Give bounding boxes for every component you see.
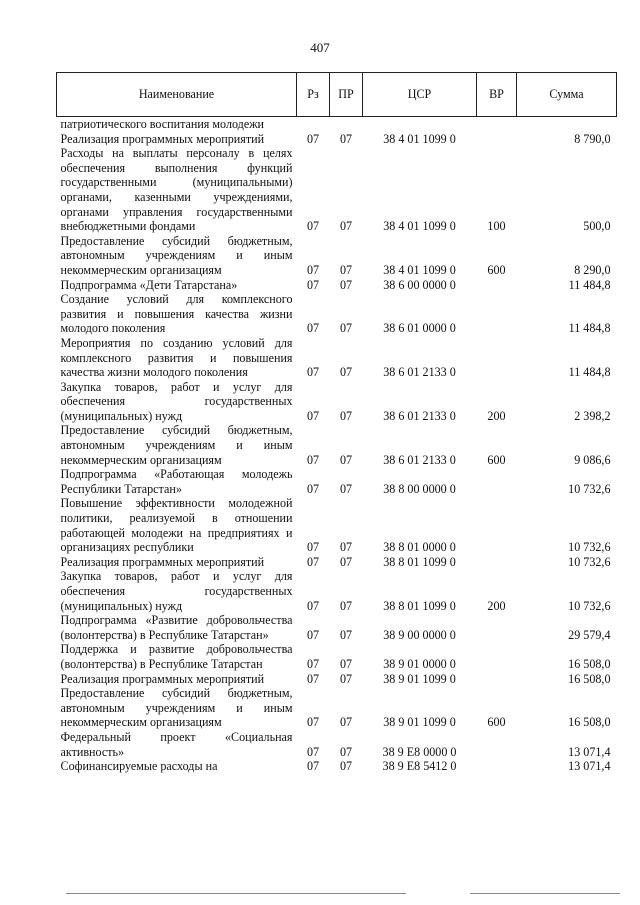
cell-name: Создание условий для комплексного развития и повышения качества жизни молодого поколения <box>60 292 293 336</box>
table-row <box>57 117 617 132</box>
table-row <box>57 672 617 687</box>
cell-pr: 07 <box>339 262 353 277</box>
cell-pr: 07 <box>339 554 353 569</box>
table-header-row <box>57 73 617 117</box>
cell-sum: 8 290,0 <box>574 262 611 277</box>
table-row <box>57 569 617 613</box>
cell-name: Закупка товаров, работ и услуг для обеспечения государственных (муниципальных) нужд <box>60 379 293 423</box>
cell-sum: 29 579,4 <box>568 627 611 642</box>
cell-vr <box>477 672 517 687</box>
header-vr: ВР <box>477 73 517 117</box>
cell-name: Софинансируемые расходы на <box>60 759 218 774</box>
page-number: 407 <box>310 40 330 55</box>
cell-pr: 07 <box>339 744 353 759</box>
cell-rz: 07 <box>306 715 320 730</box>
cell-vr: 200 <box>487 408 506 423</box>
header-name: Наименование <box>57 73 297 117</box>
cell-name: Федеральный проект «Социальная активность» <box>60 729 293 759</box>
cell-rz: 07 <box>306 759 320 774</box>
header-csr: ЦСР <box>363 73 477 117</box>
cell-rz: 07 <box>306 219 320 234</box>
cell-sum: 10 732,6 <box>568 598 611 613</box>
cell-rz: 07 <box>306 627 320 642</box>
cell-vr <box>477 496 517 554</box>
cell-name: Реализация программных мероприятий <box>60 671 265 686</box>
table-row <box>57 132 617 147</box>
cell-sum <box>517 117 617 132</box>
cell-pr: 07 <box>339 321 353 336</box>
cell-pr: 07 <box>339 540 353 555</box>
cell-pr: 07 <box>339 656 353 671</box>
table-row <box>57 278 617 293</box>
cell-csr: 38 8 01 0000 0 <box>383 540 456 555</box>
cell-csr: 38 8 01 1099 0 <box>383 554 456 569</box>
cell-vr <box>477 117 517 132</box>
cell-name: патриотического воспитания молодежи <box>60 117 265 131</box>
table-row <box>57 730 617 759</box>
cell-csr: 38 6 00 0000 0 <box>383 277 456 292</box>
cell-sum: 16 508,0 <box>568 671 611 686</box>
cell-rz: 07 <box>306 540 320 555</box>
cell-sum: 16 508,0 <box>568 715 611 730</box>
cell-name: Предоставление субсидий бюджетным, автономным учреждениям и иным некоммерческим организациям <box>60 233 293 277</box>
header-sum: Сумма <box>517 73 617 117</box>
cell-pr: 07 <box>339 408 353 423</box>
cell-name: Поддержка и развитие добровольчества (волонтерства) в Республике Татарстан <box>60 642 293 671</box>
cell-vr <box>477 730 517 759</box>
cell-vr <box>477 613 517 642</box>
cell-pr: 07 <box>339 627 353 642</box>
cell-pr: 07 <box>339 715 353 730</box>
cell-sum: 11 484,8 <box>568 365 611 380</box>
footer-rule <box>66 893 406 894</box>
cell-pr: 07 <box>339 365 353 380</box>
cell-csr: 38 8 00 0000 0 <box>383 481 456 496</box>
cell-sum: 11 484,8 <box>568 277 611 292</box>
cell-name: Подпрограмма «Работающая молодежь Республики Татарстан» <box>60 467 293 496</box>
cell-vr: 600 <box>487 262 506 277</box>
cell-pr: 07 <box>339 481 353 496</box>
cell-rz: 07 <box>306 671 320 686</box>
cell-rz: 07 <box>306 365 320 380</box>
cell-sum: 13 071,4 <box>568 759 611 774</box>
cell-vr <box>477 292 517 336</box>
cell-name: Мероприятия по созданию условий для комплексного развития и повышения качества жизни молодого поколения <box>60 335 293 380</box>
cell-vr: 600 <box>487 715 506 730</box>
table-row <box>57 686 617 730</box>
cell-csr: 38 9 00 0000 0 <box>383 627 456 642</box>
cell-rz: 07 <box>306 321 320 336</box>
cell-name: Повышение эффективности молодежной политики, реализуемой в отношении работающей молодежи на предприятиях и организациях республики <box>60 496 293 555</box>
cell-csr: 38 6 01 0000 0 <box>383 321 456 336</box>
table-body <box>57 117 617 774</box>
table-row <box>57 336 617 380</box>
cell-rz: 07 <box>306 481 320 496</box>
cell-vr <box>477 642 517 671</box>
cell-sum: 500,0 <box>583 219 611 234</box>
table-row <box>57 613 617 642</box>
cell-rz: 07 <box>306 744 320 759</box>
cell-vr: 600 <box>487 452 506 467</box>
cell-pr: 07 <box>339 598 353 613</box>
cell-csr: 38 6 01 2133 0 <box>383 452 456 467</box>
cell-name: Реализация программных мероприятий <box>60 131 265 146</box>
cell-vr: 200 <box>487 598 506 613</box>
cell-csr: 38 6 01 2133 0 <box>383 365 456 380</box>
table-row <box>57 292 617 336</box>
cell-vr <box>477 336 517 380</box>
cell-sum: 2 398,2 <box>574 408 611 423</box>
cell-name: Предоставление субсидий бюджетным, автономным учреждениям и иным некоммерческим организациям <box>60 686 293 730</box>
footer-rule-right <box>470 893 620 894</box>
cell-rz: 07 <box>306 452 320 467</box>
cell-pr <box>330 117 363 132</box>
cell-vr: 100 <box>487 219 506 234</box>
cell-csr: 38 4 01 1099 0 <box>383 131 456 146</box>
cell-rz: 07 <box>306 554 320 569</box>
table-row <box>57 380 617 424</box>
cell-pr: 07 <box>339 277 353 292</box>
cell-csr: 38 9 E8 5412 0 <box>382 759 457 774</box>
cell-pr: 07 <box>339 452 353 467</box>
table-row <box>57 423 617 467</box>
cell-sum: 10 732,6 <box>568 540 611 555</box>
cell-csr: 38 9 01 1099 0 <box>383 715 456 730</box>
cell-name: Реализация программных мероприятий <box>60 554 265 569</box>
cell-pr: 07 <box>339 219 353 234</box>
table-row <box>57 496 617 554</box>
cell-vr <box>477 132 517 147</box>
table-row <box>57 555 617 570</box>
cell-rz: 07 <box>306 598 320 613</box>
cell-name: Подпрограмма «Дети Татарстана» <box>60 277 238 292</box>
cell-name: Расходы на выплаты персоналу в целях обеспечения выполнения функций государственными (муниципальными) органами, казенными учреждениями, органами управления государственными внебюджетными фондами <box>60 146 293 234</box>
cell-rz: 07 <box>306 277 320 292</box>
table-row <box>57 642 617 671</box>
cell-name: Подпрограмма «Развитие добровольчества (волонтерства) в Республике Татарстан» <box>60 613 293 642</box>
cell-name: Предоставление субсидий бюджетным, автономным учреждениям и иным некоммерческим организациям <box>60 423 293 467</box>
cell-sum: 10 732,6 <box>568 554 611 569</box>
cell-sum: 13 071,4 <box>568 744 611 759</box>
cell-rz: 07 <box>306 408 320 423</box>
cell-rz: 07 <box>306 262 320 277</box>
cell-pr: 07 <box>339 759 353 774</box>
cell-vr <box>477 759 517 774</box>
cell-rz <box>297 117 330 132</box>
cell-csr: 38 8 01 1099 0 <box>383 598 456 613</box>
cell-csr: 38 9 01 0000 0 <box>383 656 456 671</box>
cell-sum: 11 484,8 <box>568 321 611 336</box>
cell-sum: 16 508,0 <box>568 656 611 671</box>
cell-csr: 38 9 E8 0000 0 <box>382 744 457 759</box>
cell-rz: 07 <box>306 656 320 671</box>
header-rz: Рз <box>297 73 330 117</box>
cell-csr: 38 9 01 1099 0 <box>383 671 456 686</box>
table-row <box>57 234 617 278</box>
cell-pr: 07 <box>339 131 353 146</box>
cell-rz: 07 <box>306 131 320 146</box>
cell-sum: 9 086,6 <box>574 452 611 467</box>
cell-vr <box>477 555 517 570</box>
table-row <box>57 146 617 234</box>
cell-pr: 07 <box>339 671 353 686</box>
cell-sum: 10 732,6 <box>568 481 611 496</box>
cell-name: Закупка товаров, работ и услуг для обеспечения государственных (муниципальных) нужд <box>60 569 293 613</box>
table-row <box>57 467 617 496</box>
budget-table <box>56 72 617 774</box>
header-pr: ПР <box>330 73 363 117</box>
cell-csr: 38 4 01 1099 0 <box>383 262 456 277</box>
cell-csr <box>363 117 477 132</box>
cell-csr: 38 4 01 1099 0 <box>383 219 456 234</box>
table-row <box>57 759 617 774</box>
cell-sum: 8 790,0 <box>574 131 611 146</box>
cell-csr: 38 6 01 2133 0 <box>383 408 456 423</box>
cell-vr <box>477 278 517 293</box>
cell-vr <box>477 467 517 496</box>
